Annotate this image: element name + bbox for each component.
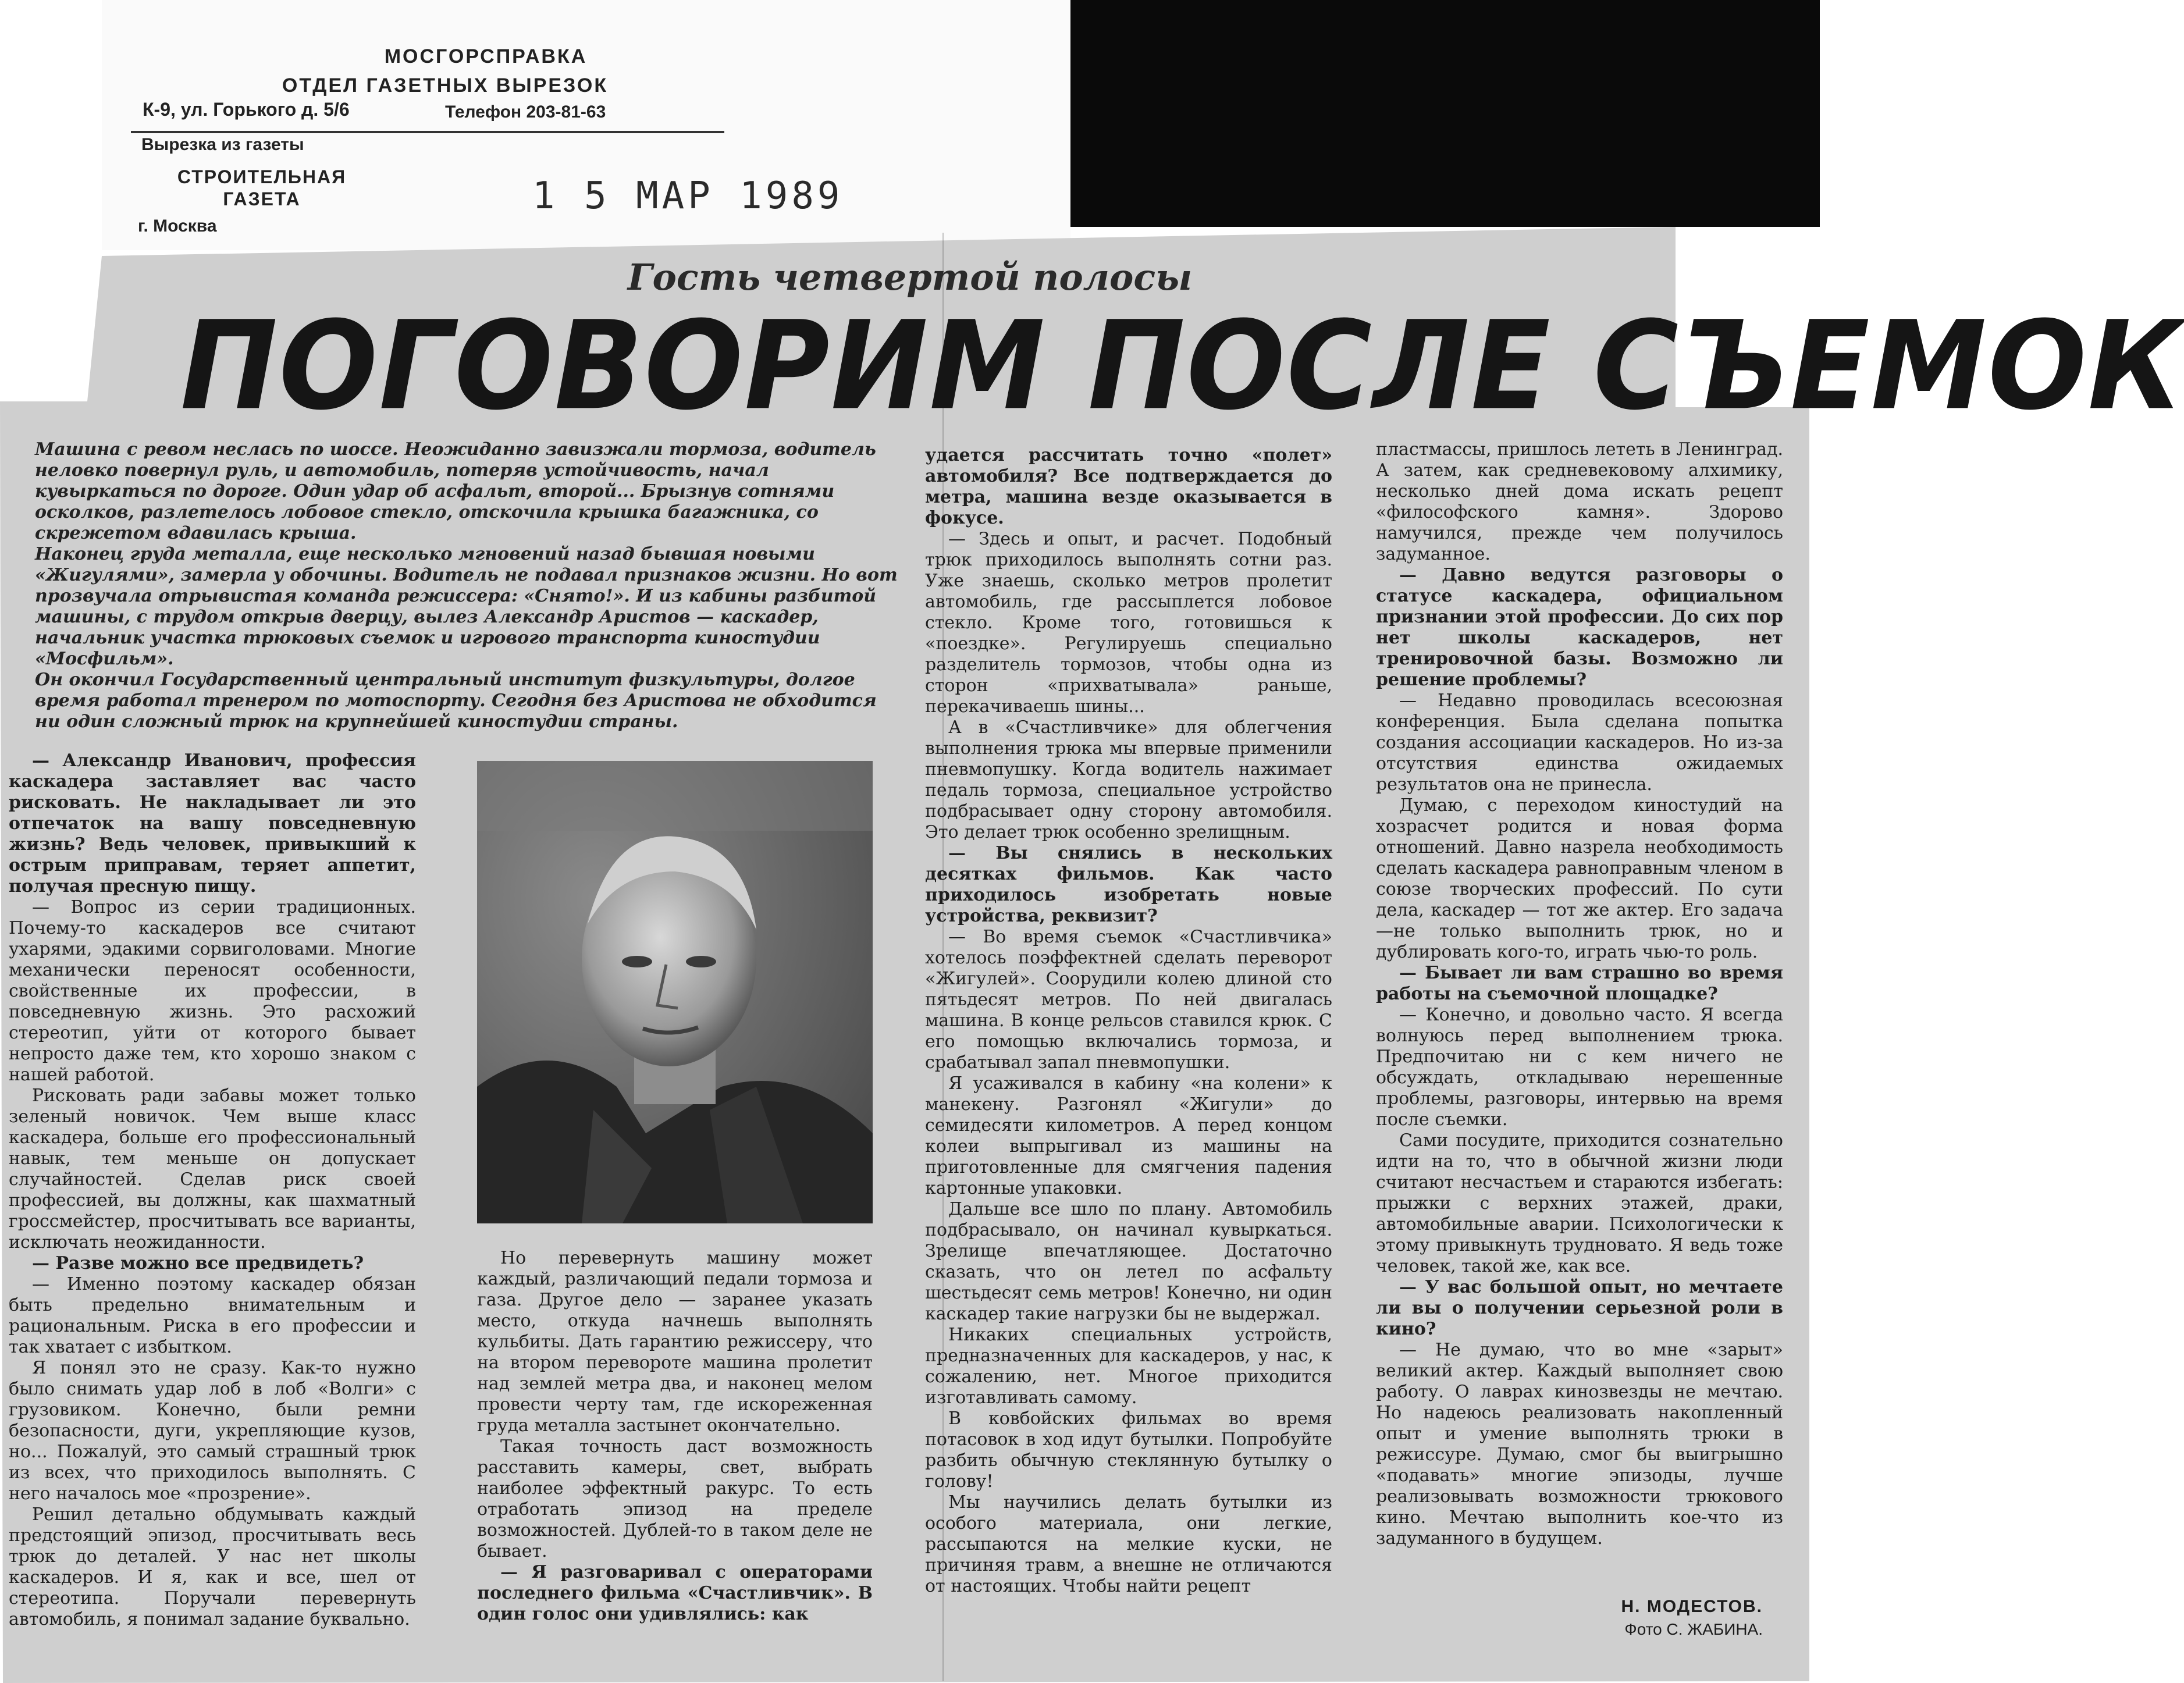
stamp-cut-from-label: Вырезка из газеты bbox=[141, 135, 304, 154]
interview-question: — Александр Иванович, профессия каскадера заставляет вас часто рисковать. Не накладывает ли это отпечаток на вашу повседневную жизнь? Ведь человек, привыкший к острым приправам, теряет аппетит, получая пресную пищу. bbox=[9, 750, 416, 896]
stamp-address: К-9, ул. Горького д. 5/6 bbox=[143, 99, 350, 120]
body-paragraph: Мы научились делать бутылки из особого материала, они легкие, рассыпаются на мелкие куски, не причиняя травм, а внешне не отличаются от настоящих. Чтобы найти рецепт bbox=[925, 1492, 1332, 1596]
interview-question: — Вы снялись в нескольких десятках фильмов. Как часто приходилось изобретать новые устройства, реквизит? bbox=[925, 843, 1332, 926]
article-headline: ПОГОВОРИМ ПОСЛЕ СЪЕМОК bbox=[180, 295, 2184, 437]
stamp-date: 1 5 МАР 1989 bbox=[532, 175, 844, 218]
body-paragraph: Я понял это не сразу. Как-то нужно было снимать удар лоб в лоб «Волги» с грузовиком. Конечно, были ремни безопасности, дуги, укрепляющие кузов, но... Пожалуй, это самый страшный трюк из всех, что приходилось выполнять. С него началось мое «прозрение». bbox=[9, 1358, 416, 1504]
portrait-photo-image bbox=[477, 761, 873, 1223]
article-column-1 bbox=[9, 750, 416, 1630]
body-paragraph: — Конечно, и довольно часто. Я всегда волнуюсь перед выполнением трюка. Предпочитаю ни с кем ничего не обсуждать, откладываю нерешенные проблемы, разговоры, интервью на время после съемки. bbox=[1376, 1005, 1783, 1130]
body-paragraph: Думаю, с переходом киностудий на хозрасчет родится и новая форма отношений. Давно назрела необходимость сделать каскадера равноправным членом в союзе творческих профессий. По сути дела, каскадер — тот же актер. Его задача—не только выполнить трюк, но и дублировать кого-то, играть чью-то роль. bbox=[1376, 795, 1783, 962]
body-paragraph: Рисковать ради забавы может только зеленый новичок. Чем выше класс каскадера, больше его профессиональный навык, тем меньше он допускает случайностей. Сделав риск своей профессией, вы должны, как шахматный гроссмейстер, просчитывать все варианты, исключать неожиданности. bbox=[9, 1086, 416, 1253]
interview-question: удается рассчитать точно «полет» автомобиля? Все подтверждается до метра, машина везде оказывается в фокусе. bbox=[925, 445, 1332, 528]
stamp-city: г. Москва bbox=[138, 216, 217, 236]
body-paragraph: пластмассы, пришлось лететь в Ленинград. А затем, как средневековому алхимику, несколько дней дома искать рецепт «философского камня». Здорово намучился, прежде чем получилось задуманное. bbox=[1376, 439, 1783, 564]
black-background bbox=[1070, 0, 1820, 227]
author-byline: Н. МОДЕСТОВ. bbox=[1621, 1597, 1763, 1616]
lead-paragraph: Он окончил Государственный центральный институт физкультуры, долгое время работал тренером по мотоспорту. Сегодня без Аристова не обходится ни один сложный трюк на крупнейшей киностудии страны. bbox=[35, 670, 877, 732]
lead-paragraph: Машина с ревом неслась по шоссе. Неожиданно завизжали тормоза, водитель неловко повернул руль, и автомобиль, потеряв устойчивость, начал кувыркаться по дороге. Один удар об асфальт, второй... Брызнув сотнями осколков, разлетелось лобовое стекло, отскочила крышка багажника, со скрежетом вдавилась крыша. bbox=[35, 439, 876, 543]
photo-credit: Фото С. ЖАБИНА. bbox=[1624, 1620, 1763, 1638]
body-paragraph: — Во время съемок «Счастливчика» хотелось поэффектней сделать переворот «Жигулей». Соорудили колею длиной сто пятьдесят метров. По ней двигалась машина. В конце рельсов ставился крюк. С его помощью включались тормоза, и срабатывал запал пневмопушки. bbox=[925, 927, 1332, 1073]
body-paragraph: — Именно поэтому каскадер обязан быть предельно внимательным и рациональным. Риска в его профессии и так хватает с избытком. bbox=[9, 1274, 416, 1357]
body-paragraph: Но перевернуть машину может каждый, различающий педали тормоза и газа. Другое дело — заранее указать место, откуда начнешь выполнять кульбиты. Дать гарантию режиссеру, что на втором перевороте машина пролетит над землей метра два, и наконец мелом провести черту там, где искореженная груда металла застынет окончательно. bbox=[477, 1248, 873, 1436]
article-column-2 bbox=[477, 1248, 873, 1625]
stamp-divider bbox=[131, 131, 724, 133]
body-paragraph: В ковбойских фильмах во время потасовок в ход идут бутылки. Попробуйте разбить обычную стеклянную бутылку о голову! bbox=[925, 1408, 1332, 1492]
article-lead bbox=[35, 439, 902, 732]
article-kicker: Гость четвертой полосы bbox=[627, 256, 1193, 298]
body-paragraph: Никаких специальных устройств, предназначенных для каскадеров, у нас, к сожалению, нет. Многое приходится изготавливать самому. bbox=[925, 1325, 1332, 1408]
body-paragraph: Дальше все шло по плану. Автомобиль подбрасывало, он начинал кувыркаться. Зрелище впечатляющее. Достаточно сказать, что он летел по асфальту шестьдесят семь метров! Конечно, ни один каскадер такие нагрузки бы не выдержал. bbox=[925, 1199, 1332, 1324]
interview-question: — У вас большой опыт, но мечтаете ли вы о получении серьезной роли в кино? bbox=[1376, 1277, 1783, 1339]
article-column-3 bbox=[925, 445, 1332, 1597]
body-paragraph: Я усаживался в кабину «на колени» к манекену. Разгонял «Жигули» до семидесяти километров. А перед концом колеи выпрыгивал из машины на приготовленные для смягчения падения картонные упаковки. bbox=[925, 1073, 1332, 1198]
article-column-4 bbox=[1376, 439, 1783, 1549]
clipping-bureau-stamp-card bbox=[102, 0, 1070, 250]
lead-paragraph: Наконец груда металла, еще несколько мгновений назад бывшая новыми «Жигулями», замерла у обочины. Водитель не подавал признаков жизни. Но вот прозвучала отрывистая команда режиссера: «Снято!». И из кабины разбитой машины, с трудом открыв дверцу, вылез Александр Аристов — каскадер, начальник участка трюковых съемок и игрового транспорта киностудии «Мосфильм». bbox=[35, 544, 898, 669]
interview-question: — Бывает ли вам страшно во время работы на съемочной площадке? bbox=[1376, 963, 1783, 1004]
body-paragraph: — Не думаю, что во мне «зарыт» великий актер. Каждый выполняет свою работу. О лаврах кинозвезды не мечтаю. Но надеюсь реализовать накопленный опыт и умение выполнять трюки в режиссуре. Думаю, смог бы выигрышно «подавать» многие эпизоды, лучше реализовывать возможности трюкового кино. Мечтаю выполнить кое-что из задуманного в будущем. bbox=[1376, 1340, 1783, 1549]
stamp-phone: Телефон 203-81-63 bbox=[445, 102, 606, 122]
body-paragraph: Такая точность даст возможность расставить камеры, свет, выбрать наиболее эффектный ракурс. То есть отработать эпизод на пределе возможностей. Дублей-то в таком деле не бывает. bbox=[477, 1436, 873, 1561]
body-paragraph: — Здесь и опыт, и расчет. Подобный трюк приходилось выполнять сотни раз. Уже знаешь, сколько метров пролетит автомобиль, где рассыплется лобовое стекло. Кроме того, готовишься к «поездке». Регулируешь специально разделитель тормозов, чтобы одна из сторон «прихватывала» раньше, перекачиваешь шины... bbox=[925, 529, 1332, 717]
stamp-department: ОТДЕЛ ГАЗЕТНЫХ ВЫРЕЗОК bbox=[282, 74, 609, 97]
interview-question: — Я разговаривал с операторами последнего фильма «Счастливчик». В один голос они удивлялись: как bbox=[477, 1562, 873, 1624]
body-paragraph: Сами посудите, приходится сознательно идти на то, что в обычной жизни люди считают несчастьем и стараются избегать: прыжки с верхних этажей, драки, автомобильные аварии. Психологически к этому привыкнуть трудновато. Я ведь тоже человек, такой же, как все. bbox=[1376, 1130, 1783, 1276]
stamp-organization: МОСГОРСПРАВКА bbox=[384, 45, 588, 67]
body-paragraph: Решил детально обдумывать каждый предстоящий эпизод, просчитывать весь трюк до деталей. У нас нет школы каскадеров. И я, как и все, шел от стереотипа. Поручали перевернуть автомобиль, я понимал задание буквально. bbox=[9, 1504, 416, 1629]
article-credits bbox=[1454, 1597, 1763, 1639]
body-paragraph: А в «Счастливчике» для облегчения выполнения трюка мы впервые применили пневмопушку. Когда водитель нажимает педаль тормоза, специальное устройство подбрасывает одну сторону автомобиля. Это делает трюк особенно зрелищным. bbox=[925, 717, 1332, 842]
body-paragraph: — Недавно проводилась всесоюзная конференция. Была сделана попытка создания ассоциации каскадеров. Но из-за отсутствия единства ожидаемых результатов она не принесла. bbox=[1376, 691, 1783, 795]
stamp-newspaper-name: СТРОИТЕЛЬНАЯ ГАЗЕТА bbox=[177, 166, 347, 209]
body-paragraph: — Вопрос из серии традиционных. Почему-то каскадеров все считают ухарями, эдакими сорвиголовами. Многие механически переносят особенности, свойственные их профессии, в повседневную жизнь. Это расхожий стереотип, уйти от которого бывает непросто даже тем, кто хорошо знаком с нашей работой. bbox=[9, 897, 416, 1085]
interview-question: — Давно ведутся разговоры о статусе каскадера, официальном признании этой профессии. До сих пор нет школы каскадеров, нет тренировочной базы. Возможно ли решение проблемы? bbox=[1376, 565, 1783, 690]
interview-question: — Разве можно все предвидеть? bbox=[32, 1253, 364, 1273]
portrait-photo bbox=[477, 761, 873, 1223]
